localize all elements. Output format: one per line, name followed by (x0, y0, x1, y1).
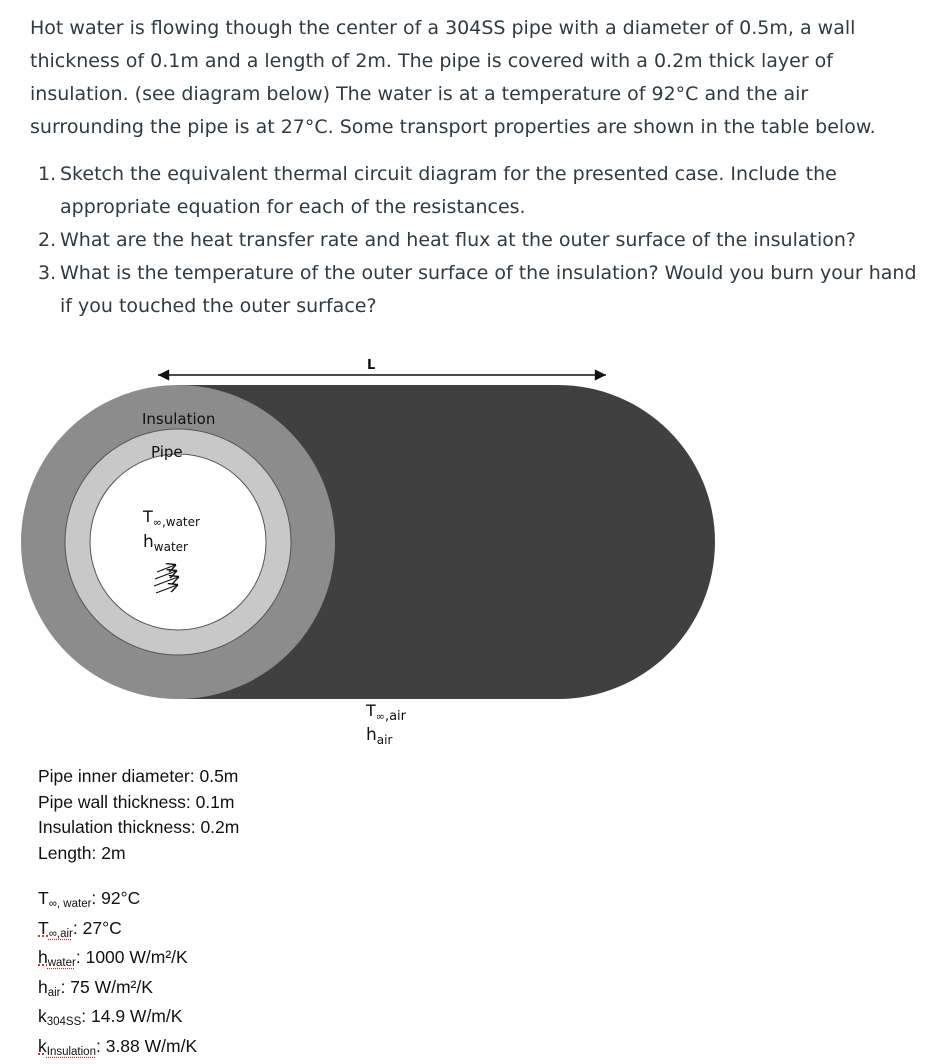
t-inf-air-value: $T_{\infty,air}$: 27°C (38, 917, 197, 947)
pipe-diagram (0, 340, 946, 760)
insulation-label: Insulation (142, 410, 215, 428)
question-item (30, 224, 920, 257)
length-label: L (367, 358, 375, 373)
question-text: What is the temperature of the outer surface of the insulation? Would you burn your hand if you touched the outer surface? (60, 262, 917, 317)
question-number: 3. (38, 257, 56, 290)
transport-properties (38, 887, 197, 1064)
question-item (30, 158, 920, 224)
wall-thickness: Pipe wall thickness: 0.1m (38, 790, 239, 816)
question-text: What are the heat transfer rate and heat flux at the outer surface of the insulation? (60, 229, 856, 251)
t-inf-water-label: $T_\infty,water$ (142, 507, 200, 529)
question-text: Sketch the equivalent thermal circuit diagram for the presented case. Include the appropriate equation for each of the resistances. (60, 163, 837, 218)
pipe-label: Pipe (151, 443, 183, 461)
t-inf-air-label: $T_\infty,air$ (365, 701, 407, 724)
h-water-label: $h_{water}$ (143, 532, 188, 554)
t-inf-water-value: $T_{\infty, water}$: 92°C (38, 887, 197, 917)
h-water-value: $h_{water}$: 1000 W/m²/K (38, 946, 197, 976)
h-air-label: $h_{air}$ (366, 725, 392, 747)
question-number: 2. (38, 224, 56, 257)
h-air-value: $h_{air}$: 75 W/m²/K (38, 976, 197, 1006)
problem-statement: Hot water is flowing though the center of a 304SS pipe with a diameter of 0.5m, a wall thickness of 0.1m and a length of 2m. The pipe is covered with a 0.2m thick layer of insulation. (see diagram below) The water is at a temperature of 92°C and the air surrounding the pipe is at 27°C. Some transport properties are shown in the table below. (30, 12, 920, 144)
insulation-thickness: Insulation thickness: 0.2m (38, 815, 239, 841)
pipe-length: Length: 2m (38, 841, 239, 867)
inner-diameter: Pipe inner diameter: 0.5m (38, 764, 239, 790)
geometry-properties (38, 764, 239, 866)
k-insulation-value: $k_{Insulation}$: 3.88 W/m/K (38, 1035, 197, 1064)
k-304ss-value: $k_{304SS}$: 14.9 W/m/K (38, 1005, 197, 1035)
question-list (30, 158, 920, 323)
question-item (30, 257, 920, 323)
question-number: 1. (38, 158, 56, 191)
